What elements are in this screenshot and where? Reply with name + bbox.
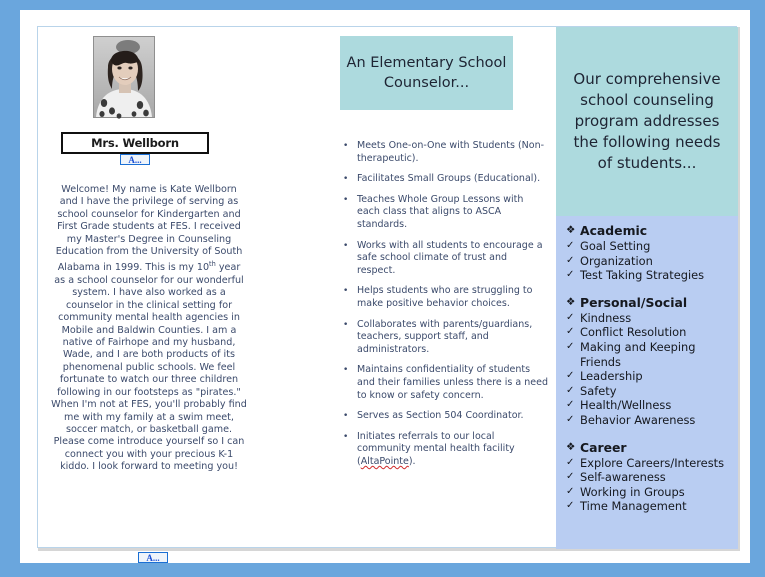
counselor-duties-list [343, 140, 548, 476]
diamond-bullet-icon: ❖ [566, 440, 576, 453]
needs-list-item [566, 485, 734, 500]
duty-list-item [343, 431, 548, 469]
left-panel [38, 27, 303, 563]
check-icon: ✓ [566, 384, 575, 396]
bullet-dot-icon: • [343, 286, 349, 297]
needs-group [566, 295, 734, 428]
counselor-name: Mrs. Wellborn [91, 136, 179, 150]
needs-list-item [566, 254, 734, 269]
brochure-page [37, 26, 737, 563]
misspelled-word: AltaPointe [360, 455, 409, 467]
needs-group-title: Career [580, 439, 627, 455]
bullet-dot-icon: • [343, 194, 349, 205]
bullet-dot-icon: • [343, 431, 349, 442]
counselor-photo [93, 36, 155, 118]
needs-group-header [566, 440, 734, 455]
check-icon: ✓ [566, 500, 575, 512]
duty-list-item [343, 194, 548, 232]
portrait-photo-graphic [94, 37, 154, 117]
textbox-handle-bio[interactable]: A... [138, 552, 168, 563]
check-icon: ✓ [566, 254, 575, 266]
check-icon: ✓ [566, 269, 575, 281]
needs-list-item-text: Conflict Resolution [580, 325, 687, 340]
duty-list-item [343, 173, 548, 186]
needs-group [566, 440, 734, 514]
duty-list-item-text: Meets One-on-One with Students (Non-therapeutic). [357, 140, 545, 164]
check-icon: ✓ [566, 340, 575, 352]
needs-list-item-text: Self-awareness [580, 470, 666, 485]
bullet-dot-icon: • [343, 319, 349, 330]
needs-group-header [566, 295, 734, 310]
counselor-name-box [61, 132, 209, 154]
needs-list-item [566, 311, 734, 326]
check-icon: ✓ [566, 311, 575, 323]
check-icon: ✓ [566, 485, 575, 497]
bio-paragraph-2: year as a school counselor for our wonderful system. I have also worked as a counselor in the clinical setting for community mental health agencies in Mobile and Baldwin Counties. I am a native of Fairhope and my husband, Wade, and I are both products of its phenomenal public schools. We feel fortunate to watch our three children following in our footsteps as "pirates." When I'm not at FES, you'll probably find me with my family at a swim meet, soccer match, or basketball game. Please come introduce yourself so I can connect you with your precious K-1 kiddo. I look forward to meeting you! [51, 262, 247, 473]
check-icon: ✓ [566, 413, 575, 425]
right-header-box [556, 27, 738, 216]
needs-list-item [566, 369, 734, 384]
duty-list-item-text: Collaborates with parents/guardians, teachers, support staff, and administrators. [357, 318, 533, 355]
check-icon: ✓ [566, 370, 575, 382]
duty-list-item-text: Serves as Section 504 Coordinator. [357, 410, 524, 422]
group-spacer [566, 287, 734, 295]
middle-header-box [340, 36, 513, 110]
needs-list-item [566, 325, 734, 340]
needs-group-title: Personal/Social [580, 294, 688, 310]
right-header-title: Our comprehensive school counseling program addresses the following needs of students... [573, 70, 721, 172]
needs-list-item-text: Making and Keeping Friends [580, 339, 696, 369]
needs-list-item-text: Explore Careers/Interests [580, 455, 725, 470]
needs-list-item [566, 268, 734, 283]
student-needs-list [556, 216, 738, 549]
diamond-bullet-icon: ❖ [566, 295, 576, 308]
duty-list-item-text: Teaches Whole Group Lessons with each class that aligns to ASCA standards. [357, 193, 524, 230]
needs-list-item [566, 340, 734, 369]
needs-list-item [566, 384, 734, 399]
needs-list-item-text: Health/Wellness [580, 398, 672, 413]
check-icon: ✓ [566, 399, 575, 411]
duty-list-item [343, 410, 548, 423]
needs-list-item [566, 470, 734, 485]
group-spacer [566, 432, 734, 440]
needs-list-item-text: Behavior Awareness [580, 412, 696, 427]
duty-list-item-text: Maintains confidentiality of students and their families unless there is a need to know or safety concern. [357, 364, 548, 401]
check-icon: ✓ [566, 326, 575, 338]
needs-list-item [566, 398, 734, 413]
bullet-dot-icon: • [343, 174, 349, 185]
bio-paragraph-1: My name is Kate Wellborn and I have the privilege of serving as school counselor for Kindergarten and First Grade students at FES. I received my Master's Degree in Counseling Education from the University of South Alabama in 1999. This is my 10 [55, 184, 243, 274]
duty-list-item [343, 285, 548, 310]
needs-list-item [566, 239, 734, 254]
needs-group-header [566, 223, 734, 238]
bullet-dot-icon: • [343, 240, 349, 251]
needs-list-item-text: Kindness [580, 310, 632, 325]
bullet-dot-icon: • [343, 411, 349, 422]
needs-group [566, 223, 734, 283]
duty-list-item [343, 140, 548, 165]
needs-list-item-text: Working in Groups [580, 484, 685, 499]
needs-list-item-text: Test Taking Strategies [580, 268, 705, 283]
needs-list-item-text: Organization [580, 253, 653, 268]
bio-ordinal-suffix: th [209, 260, 216, 269]
duty-list-item [343, 319, 548, 357]
needs-list-item [566, 456, 734, 471]
duty-list-item [343, 240, 548, 278]
needs-list-item-text: Leadership [580, 369, 643, 384]
duty-list-item-text: Helps students who are struggling to make positive behavior choices. [357, 285, 533, 309]
duty-list-item-text: Initiates referrals to our local community mental health facility (AltaPointe). [357, 430, 515, 467]
textbox-handle-name[interactable]: A... [120, 154, 150, 165]
bullet-dot-icon: • [343, 141, 349, 151]
bullet-dot-icon: • [343, 365, 349, 376]
check-icon: ✓ [566, 471, 575, 483]
diamond-bullet-icon: ❖ [566, 224, 576, 236]
needs-list-item [566, 413, 734, 428]
needs-list-item-text: Time Management [580, 499, 687, 514]
needs-group-title: Academic [580, 223, 648, 238]
middle-panel [303, 27, 556, 547]
duty-list-item-text: Facilitates Small Groups (Educational). [357, 173, 541, 185]
duty-list-item [343, 364, 548, 402]
bio-greeting: Welcome! [61, 184, 109, 195]
duty-list-item-text: Works with all students to encourage a safe school climate of trust and respect. [357, 239, 543, 276]
right-panel [556, 27, 738, 547]
counselor-bio [51, 184, 247, 474]
needs-list-item [566, 499, 734, 514]
needs-list-item-text: Safety [580, 383, 617, 398]
check-icon: ✓ [566, 456, 575, 468]
check-icon: ✓ [566, 240, 575, 251]
needs-list-item-text: Goal Setting [580, 239, 651, 253]
middle-header-title: An Elementary School Counselor... [346, 55, 507, 91]
